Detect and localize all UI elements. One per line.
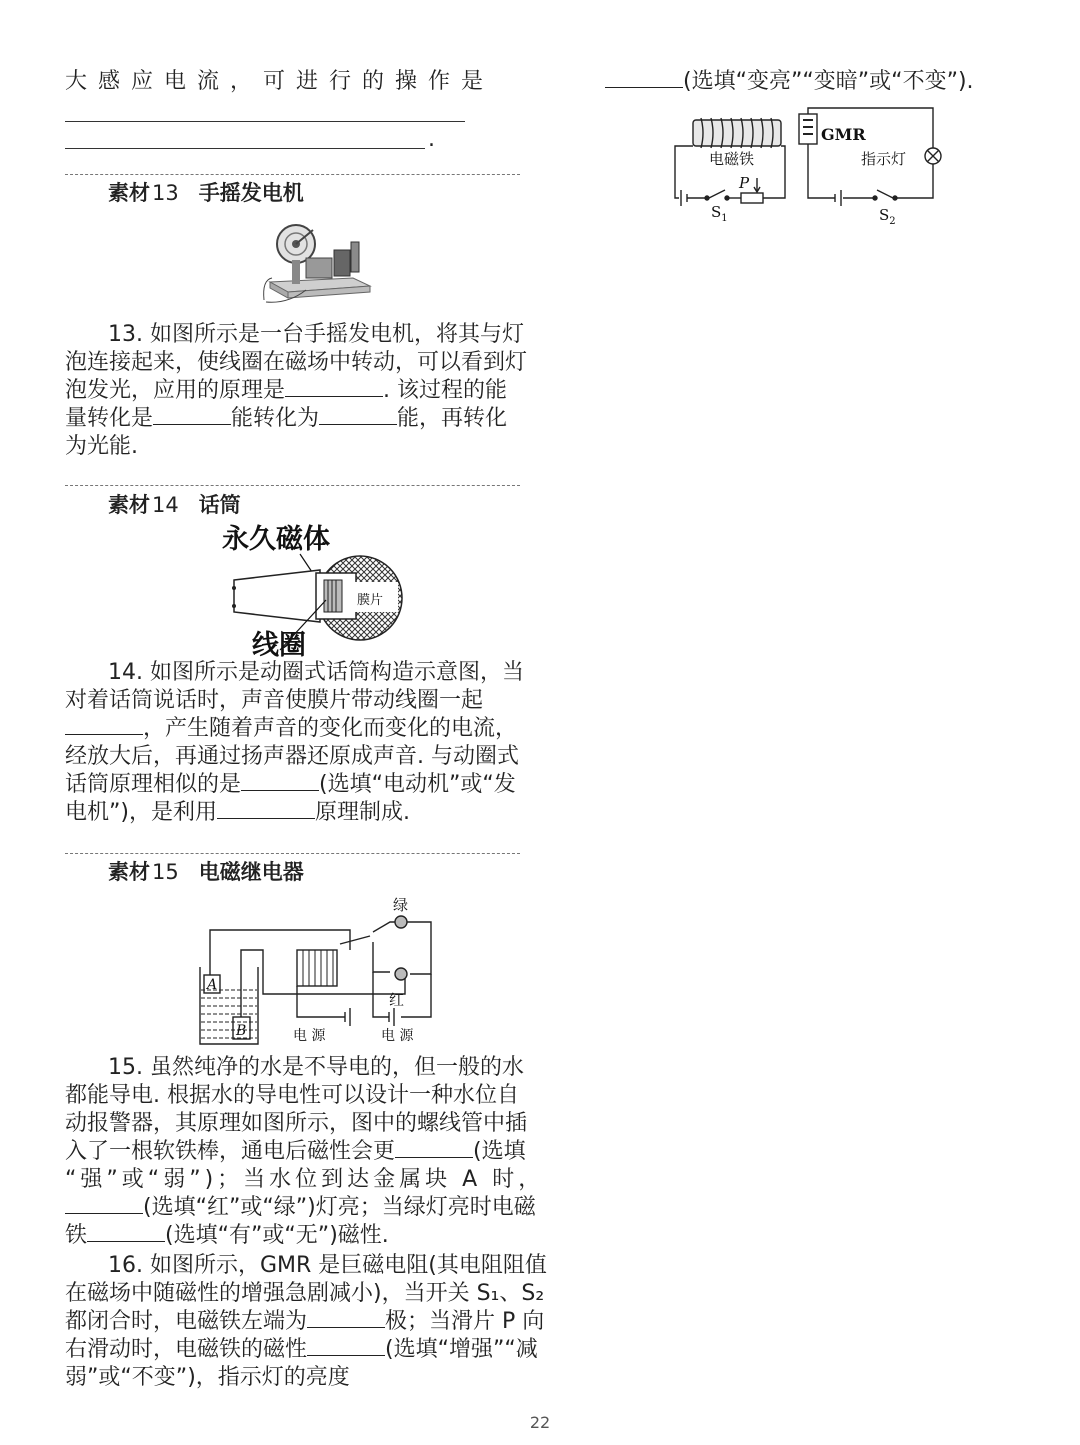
- fill-blank[interactable]: [395, 1139, 473, 1158]
- fill-blank[interactable]: [605, 69, 683, 88]
- q14-line-1: 14. 如图所示是动圈式话筒构造示意图，当: [108, 660, 524, 685]
- q15-line-4: [65, 1138, 526, 1167]
- q13-line-1: 13. 如图所示是一台手摇发电机，将其与灯: [108, 322, 524, 347]
- label-p: P: [739, 174, 750, 192]
- q15-line-1: 15. 虽然纯净的水是不导电的，但一般的水: [108, 1055, 524, 1080]
- answer-line: [65, 148, 425, 149]
- fill-blank[interactable]: [87, 1223, 165, 1242]
- label-s1: $S_1$: [711, 203, 728, 224]
- section-title: 手摇发电机: [198, 181, 304, 205]
- q13-text: 能，再转化: [397, 406, 508, 431]
- q13-text: 能转化为: [231, 406, 320, 431]
- section-divider: [65, 853, 520, 854]
- fill-blank[interactable]: [65, 716, 143, 735]
- answer-line: [65, 121, 465, 122]
- label-diaphragm: 膜片: [357, 593, 384, 608]
- q14-line-6: [65, 799, 410, 828]
- q16-text: 都闭合时，电磁铁左端为: [65, 1309, 308, 1334]
- q16-line-3: [65, 1308, 544, 1337]
- q14-text: 原理制成.: [314, 800, 410, 825]
- section-divider: [65, 174, 520, 175]
- fill-blank[interactable]: [307, 1309, 385, 1328]
- microphone-figure: [220, 518, 410, 658]
- q16-line-5: 弱”或“不变”)，指示灯的亮度: [65, 1365, 350, 1390]
- label-green: 绿: [393, 896, 409, 914]
- label-power-1: 电 源: [293, 1028, 326, 1044]
- hand-crank-generator-figure: [258, 220, 378, 305]
- q16-line-1: 16. 如图所示，GMR 是巨磁电阻(其电阻阻值: [108, 1253, 547, 1278]
- label-indicator-lamp: 指示灯: [861, 150, 907, 168]
- q15-line-5: “强”或“弱”)；当水位到达金属块 A 时，: [65, 1167, 545, 1192]
- label-coil: 线圈: [252, 630, 306, 658]
- fill-blank[interactable]: [153, 406, 231, 425]
- q16-text: (选填“增强”“减: [385, 1337, 538, 1362]
- gmr-circuit-figure: [665, 100, 950, 230]
- q15-text: (选填“红”或“绿”)灯亮；当绿灯亮时电磁: [143, 1195, 536, 1220]
- q14-line-4: 经放大后，再通过扬声器还原成声音. 与动圈式: [65, 744, 519, 769]
- section-label: 素材: [108, 493, 150, 517]
- fill-blank[interactable]: [285, 378, 383, 397]
- q13-line-3: [65, 377, 507, 406]
- fill-blank[interactable]: [65, 1195, 143, 1214]
- q16-continuation: [605, 68, 974, 97]
- label-permanent-magnet: 永久磁体: [222, 524, 330, 555]
- page-number: 22: [529, 1413, 551, 1432]
- q16-line-2: 在磁场中随磁性的增强急剧减小)，当开关 S₁、S₂: [65, 1281, 545, 1306]
- q14-text: ，产生随着声音的变化而变化的电流，: [143, 716, 518, 741]
- label-b: B: [236, 1023, 247, 1039]
- q15-line-3: 动报警器，其原理如图所示，图中的螺线管中插: [65, 1111, 528, 1136]
- label-a: A: [207, 977, 218, 993]
- q15-line-7: [65, 1222, 389, 1251]
- label-red: 红: [389, 991, 405, 1009]
- q15-line-2: 都能导电. 根据水的导电性可以设计一种水位自: [65, 1083, 519, 1108]
- q16-line-4: [65, 1336, 538, 1365]
- q14-text: (选填“电动机”或“发: [319, 772, 516, 797]
- label-gmr: GMR: [821, 125, 866, 144]
- section-number: 14: [152, 493, 179, 517]
- q15-text: (选填“有”或“无”)磁性.: [165, 1223, 389, 1248]
- q16-text: 右滑动时，电磁铁的磁性: [65, 1337, 308, 1362]
- section-title: 电磁继电器: [198, 860, 304, 884]
- section-number: 13: [152, 181, 179, 205]
- intro-line-1: 大感应电流，可进行的操作是: [65, 69, 495, 94]
- section-label: 素材: [108, 181, 150, 205]
- q14-line-3: [65, 715, 517, 744]
- q15-text: (选填: [473, 1139, 526, 1164]
- section-15-heading: [108, 858, 304, 886]
- fill-blank[interactable]: [241, 772, 319, 791]
- q13-line-4: [65, 405, 507, 434]
- label-electromagnet: 电磁铁: [709, 150, 755, 168]
- label-s2: $S_2$: [879, 206, 896, 227]
- q15-text: 铁: [65, 1223, 88, 1248]
- q13-line-5: 为光能.: [65, 434, 138, 459]
- q14-text: 电机”)，是利用: [65, 800, 217, 825]
- fill-blank[interactable]: [319, 406, 397, 425]
- section-divider: [65, 485, 520, 486]
- fill-blank[interactable]: [217, 800, 315, 819]
- section-number: 15: [152, 860, 179, 884]
- section-title: 话筒: [198, 493, 241, 517]
- q15-line-6: [65, 1194, 536, 1223]
- q13-line-2: 泡连接起来，使线圈在磁场中转动，可以看到灯: [65, 350, 528, 375]
- q16-text: (选填“变亮”“变暗”或“不变”).: [683, 69, 974, 94]
- section-14-heading: [108, 491, 241, 519]
- q14-line-5: [65, 771, 516, 800]
- q15-text: 入了一根软铁棒，通电后磁性会更: [65, 1139, 396, 1164]
- q13-text: 量转化是: [65, 406, 154, 431]
- label-power-2: 电 源: [381, 1028, 414, 1044]
- section-13-heading: [108, 179, 304, 207]
- fill-blank[interactable]: [307, 1337, 385, 1356]
- q14-line-2: 对着话筒说话时，声音使膜片带动线圈一起: [65, 688, 484, 713]
- section-label: 素材: [108, 860, 150, 884]
- relay-alarm-figure: [195, 892, 440, 1047]
- q14-text: 话筒原理相似的是: [65, 772, 242, 797]
- q16-text: 极；当滑片 P 向: [385, 1309, 545, 1334]
- intro-line-end: .: [428, 127, 435, 152]
- q13-text: 泡发光，应用的原理是: [65, 378, 286, 403]
- q13-text: . 该过程的能: [383, 378, 508, 403]
